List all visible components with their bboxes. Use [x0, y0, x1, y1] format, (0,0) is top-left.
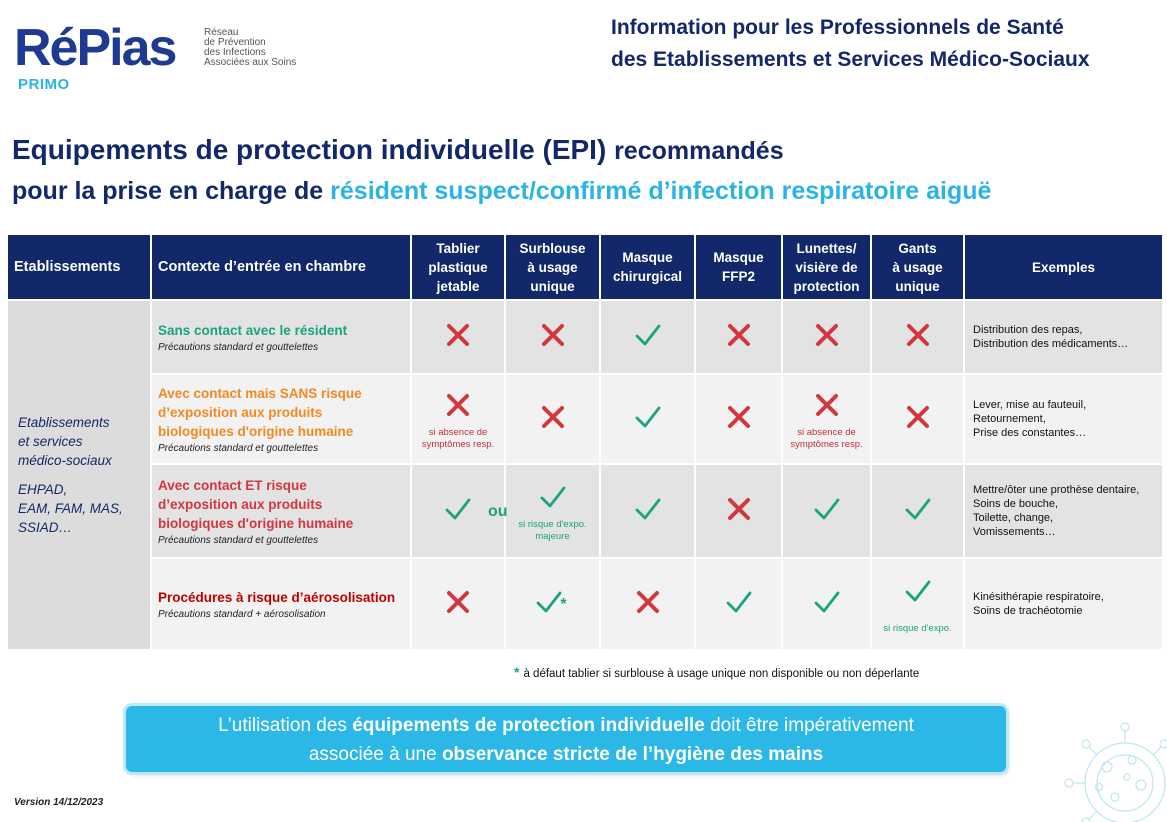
header-masque-chirurgical: Masque chirurgical [600, 234, 695, 300]
examples-cell: Kinésithérapie respiratoire, Soins de trachéotomie [964, 558, 1163, 650]
cell-masque-chirurgical [600, 374, 695, 464]
table-row [7, 374, 1163, 464]
cell-ffp2 [695, 300, 782, 374]
cross-icon [722, 400, 756, 434]
cell-tablier [411, 374, 505, 464]
cross-icon [722, 318, 756, 352]
title-rest: recommandés [614, 137, 784, 165]
footnote-text: à défaut tablier si surblouse à usage unique non disponible ou non déperlante [523, 668, 920, 680]
check-icon [901, 492, 935, 526]
cell-tablier [411, 558, 505, 650]
cell-gants [871, 300, 964, 374]
cross-icon [441, 585, 475, 619]
check-icon [901, 574, 935, 608]
or-label: ou [488, 503, 508, 520]
asterisk: * [560, 595, 567, 613]
logo-wordmark: RéPias [14, 19, 176, 77]
tagline-line: des Infections [204, 47, 266, 58]
cell-gants [871, 374, 964, 464]
note-lunettes: si absence de symptômes resp. [790, 426, 863, 450]
footnote-asterisk: * [514, 664, 520, 680]
cross-icon [441, 388, 475, 422]
cell-ffp2 [695, 464, 782, 558]
check-icon [722, 585, 756, 619]
header-contexte: Contexte d’entrée en chambre [151, 234, 411, 300]
cell-ffp2 [695, 374, 782, 464]
cross-icon [536, 318, 570, 352]
cross-icon [536, 400, 570, 434]
cell-ffp2 [695, 558, 782, 650]
info-header-line2: des Etablissements et Services Médico-Sociaux [611, 48, 1090, 71]
cell-lunettes [782, 558, 871, 650]
note-gants: si risque d'expo. [883, 622, 952, 634]
context-cell: Procédures à risque d’aérosolisation Précautions standard + aérosolisation [151, 558, 411, 650]
header-masque-ffp2: Masque FFP2 [695, 234, 782, 300]
title-main: Equipements de protection individuelle (EPI) [12, 134, 607, 165]
info-header-line1: Information pour les Professionnels de Santé [611, 16, 1064, 39]
cross-icon [901, 318, 935, 352]
page-title [12, 130, 991, 211]
header-lunettes: Lunettes/ visière de protection [782, 234, 871, 300]
check-icon [810, 492, 844, 526]
cell-lunettes [782, 374, 871, 464]
cell-surblouse [505, 374, 600, 464]
epi-table [6, 233, 1164, 651]
info-header [611, 12, 1151, 76]
table-row [7, 558, 1163, 650]
footnote [514, 664, 919, 680]
hand-hygiene-banner: L’utilisation des équipements de protection individuelle doit être impérativement associée à une observance stricte de l’hygiène des mains [126, 706, 1006, 772]
etablissements-cell: Etablissements et services médico-sociaux EHPAD, EAM, FAM, MAS, SSIAD… [7, 300, 151, 650]
check-icon [441, 492, 475, 526]
cell-lunettes [782, 464, 871, 558]
cell-surblouse [505, 300, 600, 374]
cross-icon [810, 318, 844, 352]
cross-icon [441, 318, 475, 352]
cell-lunettes [782, 300, 871, 374]
logo-tagline [204, 28, 314, 68]
cross-icon [810, 388, 844, 422]
tagline-line: Réseau [204, 27, 239, 38]
header-tablier: Tablier plastique jetable [411, 234, 505, 300]
table-row [7, 300, 1163, 374]
header-etablissements: Etablissements [7, 234, 151, 300]
logo-primo: PRIMO [18, 76, 70, 93]
tagline-line: de Prévention [204, 37, 266, 48]
cross-icon [722, 492, 756, 526]
cell-masque-chirurgical [600, 558, 695, 650]
cell-masque-chirurgical [600, 300, 695, 374]
cross-icon [631, 585, 665, 619]
cross-icon [901, 400, 935, 434]
cell-tablier [411, 300, 505, 374]
examples-cell: Mettre/ôter une prothèse dentaire, Soins de bouche, Toilette, change, Vomissements… [964, 464, 1163, 558]
tagline-line: Associées aux Soins [204, 57, 297, 68]
context-cell: Sans contact avec le résident Précautions standard et gouttelettes [151, 300, 411, 374]
header-gants: Gants à usage unique [871, 234, 964, 300]
examples-cell: Lever, mise au fauteuil, Retournement, Prise des constantes… [964, 374, 1163, 464]
cell-surblouse [488, 464, 600, 558]
header-surblouse: Surblouse à usage unique [505, 234, 600, 300]
note-surblouse: si risque d'expo. majeure [518, 518, 587, 542]
title-line2: pour la prise en charge de [12, 177, 324, 205]
check-icon [810, 585, 844, 619]
table-header-row [7, 234, 1163, 300]
note-tablier: si absence de symptômes resp. [421, 426, 495, 450]
cell-surblouse [505, 558, 600, 650]
virus-decoration-icon [1037, 705, 1167, 822]
title-accent: résident suspect/confirmé d’infection respiratoire aiguë [330, 177, 992, 205]
version-label: Version 14/12/2023 [14, 797, 104, 808]
check-icon [631, 492, 665, 526]
context-cell: Avec contact mais SANS risque d’exposition aux produits biologiques d'origine humaine Précautions standard et gouttelettes [151, 374, 411, 464]
cell-masque-chirurgical [600, 464, 695, 558]
table-row [7, 464, 1163, 558]
header-exemples: Exemples [964, 234, 1163, 300]
repias-logo [14, 18, 314, 96]
check-icon [631, 400, 665, 434]
check-icon [536, 480, 570, 514]
context-cell: Avec contact ET risque d’exposition aux produits biologiques d'origine humaine Précautions standard et gouttelettes [151, 464, 411, 558]
check-icon [631, 318, 665, 352]
examples-cell: Distribution des repas, Distribution des médicaments… [964, 300, 1163, 374]
cell-gants [871, 464, 964, 558]
cell-gants [871, 558, 964, 650]
